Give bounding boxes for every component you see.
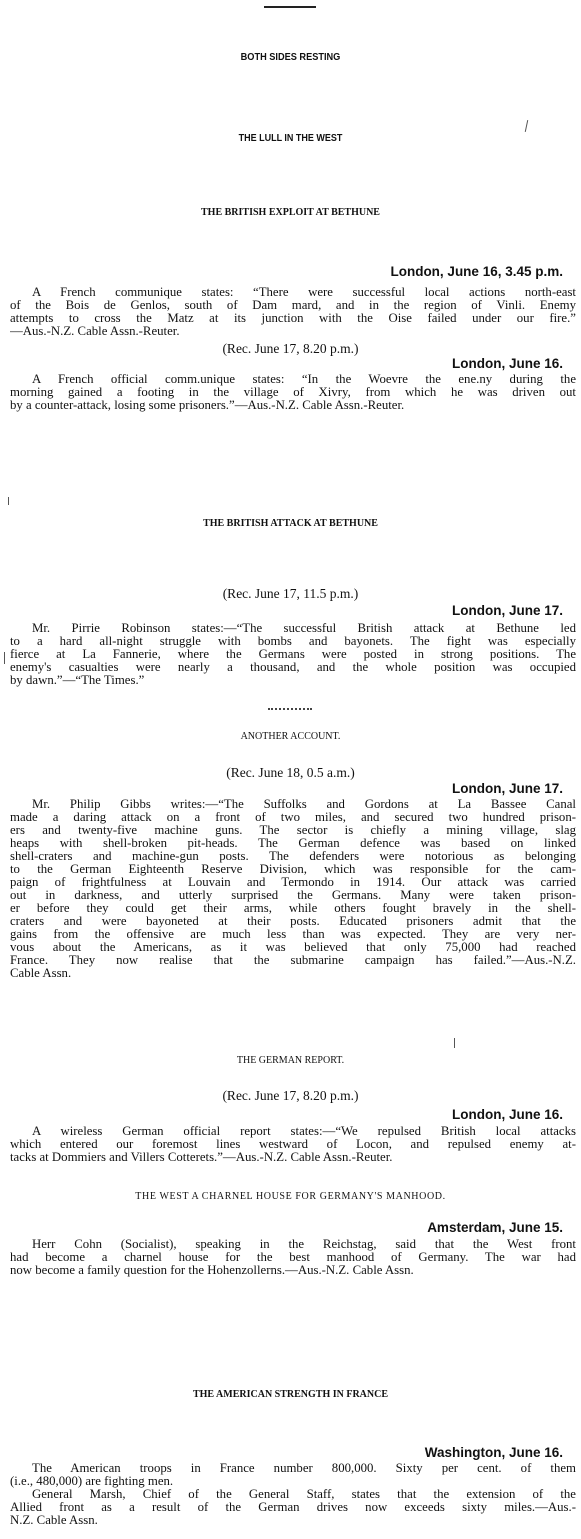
text-line: morning gained a footing in the village of Xivry, from which he was driven out — [10, 386, 576, 399]
text-line: of the Bois de Genlos, south of Dam mard, and in the region of Vinli. Enemy — [10, 299, 576, 312]
text-line: gains from the offensive are much less than was expected. They are very ner- — [10, 928, 576, 941]
text-line: France. They now realise that the submarine campaign has failed.”—Aus.-N.Z. — [10, 954, 576, 967]
dateline: Washington, June 16. — [424, 1445, 563, 1460]
text-line: had become a charnel house for the best manhood of Germany. The war had — [10, 1251, 576, 1264]
text-line: Mr. Pirrie Robinson states:—“The successful British attack at Bethune led — [32, 622, 576, 635]
article-paragraph — [10, 1462, 576, 1527]
article-paragraph — [10, 1125, 576, 1164]
received-note: (Rec. June 18, 0.5 a.m.) — [226, 765, 355, 780]
text-line: heaps with shell-broken pit-heads. The German defence was based on linked — [10, 837, 576, 850]
received-note: (Rec. June 17, 11.5 p.m.) — [222, 586, 359, 601]
section-heading: ANOTHER ACCOUNT. — [240, 731, 341, 742]
main-headline: BOTH SIDES RESTING — [240, 52, 341, 63]
article-paragraph — [10, 373, 576, 412]
text-line: er before they could get their arms, while others fought bravely in the shell- — [10, 902, 576, 915]
text-line: now become a family question for the Hohenzollerns.—Aus.-N.Z. Cable Assn. — [10, 1264, 414, 1277]
text-line: A wireless German official report states:—“We repulsed British local attacks — [32, 1125, 576, 1138]
text-line: —Aus.-N.Z. Cable Assn.-Reuter. — [10, 325, 180, 338]
text-line: attempts to cross the Matz at its junction with the Oise failed under our fire.” — [10, 312, 576, 325]
text-line: shell-craters and machine-gun posts. The defenders were notorious as belonging — [10, 850, 576, 863]
text-line: Mr. Philip Gibbs writes:—“The Suffolks and Gordons at La Bassee Canal — [32, 798, 576, 811]
text-line: (i.e., 480,000) are fighting men. — [10, 1475, 174, 1488]
print-mark — [525, 120, 528, 132]
text-line: General Marsh, Chief of the General Staff, states that the extension of the — [32, 1488, 576, 1501]
divider — [268, 708, 312, 710]
text-line: A French communique states: “There were successful local actions north-east — [32, 286, 576, 299]
dateline: London, June 16. — [451, 1107, 563, 1122]
text-line: tacks at Dommiers and Villers Cotterets.”—Aus.-N.Z. Cable Assn.-Reuter. — [10, 1151, 393, 1164]
text-line: N.Z. Cable Assn. — [10, 1514, 98, 1527]
section-heading: THE BRITISH ATTACK AT BETHUNE — [203, 518, 378, 529]
text-line: Herr Cohn (Socialist), speaking in the Reichstag, said that the West front — [32, 1238, 576, 1251]
print-mark — [454, 1038, 455, 1048]
dateline: London, June 16. — [451, 356, 563, 371]
dateline: London, June 16, 3.45 p.m. — [390, 264, 563, 279]
received-note: (Rec. June 17, 8.20 p.m.) — [222, 1088, 359, 1103]
text-line: The American troops in France number 800,000. Sixty per cent. of them — [32, 1462, 576, 1475]
article-paragraph — [10, 1238, 576, 1277]
text-line: out in darkness, and utterly surprised the Germans. Many were taken prison- — [10, 889, 576, 902]
text-line: ers and twenty-five machine guns. The sector is chiefly a mining village, slag — [10, 824, 576, 837]
dateline: London, June 17. — [451, 781, 563, 796]
text-line: A French official comm.unique states: “In the Woevre the ene.ny during the — [32, 373, 576, 386]
text-line: to a hard all-night struggle with bombs and bayonets. The fight was especially — [10, 635, 576, 648]
text-line: to the German Eighteenth Reserve Division, which was responsible for the cam- — [10, 863, 576, 876]
text-line: which entered our foremost lines westward of Locon, and repulsed enemy at- — [10, 1138, 576, 1151]
sub-headline-exploit: THE BRITISH EXPLOIT AT BETHUNE — [201, 207, 380, 218]
text-line: enemy's casualties were nearly a thousand, and the whole position was occupied — [10, 661, 576, 674]
text-line: vous about the Americans, as it was believed that only 75,000 had reached — [10, 941, 576, 954]
article-paragraph — [10, 798, 576, 980]
text-line: fierce at La Fannerie, where the Germans were posted in strong positions. The — [10, 648, 576, 661]
section-heading: THE WEST A CHARNEL HOUSE FOR GERMANY'S MANHOOD. — [135, 1191, 446, 1202]
section-heading: THE AMERICAN STRENGTH IN FRANCE — [192, 1389, 389, 1400]
text-line: craters and were bayoneted at their posts. Educated prisoners admit that the — [10, 915, 576, 928]
text-line: paign of frightfulness at Louvain and Termondo in 1914. Our attack was carried — [10, 876, 576, 889]
dateline: London, June 17. — [451, 603, 563, 618]
text-line: by dawn.”—“The Times.” — [10, 674, 145, 687]
text-line: Allied front as a result of the German drives now exceeds sixty miles.—Aus.- — [10, 1501, 576, 1514]
top-rule — [264, 6, 316, 8]
section-heading: THE GERMAN REPORT. — [236, 1055, 345, 1066]
sub-headline-lull: THE LULL IN THE WEST — [238, 133, 343, 144]
text-line: by a counter-attack, losing some prisoners.”—Aus.-N.Z. Cable Assn.-Reuter. — [10, 399, 405, 412]
dateline: Amsterdam, June 15. — [427, 1220, 563, 1235]
text-line: made a daring attack on a front of two miles, and secured two hundred prison- — [10, 811, 576, 824]
print-mark — [4, 652, 5, 664]
received-note: (Rec. June 17, 8.20 p.m.) — [222, 341, 359, 356]
text-line: Cable Assn. — [10, 967, 72, 980]
print-mark — [8, 497, 9, 505]
article-paragraph — [10, 286, 576, 338]
article-paragraph — [10, 622, 576, 687]
